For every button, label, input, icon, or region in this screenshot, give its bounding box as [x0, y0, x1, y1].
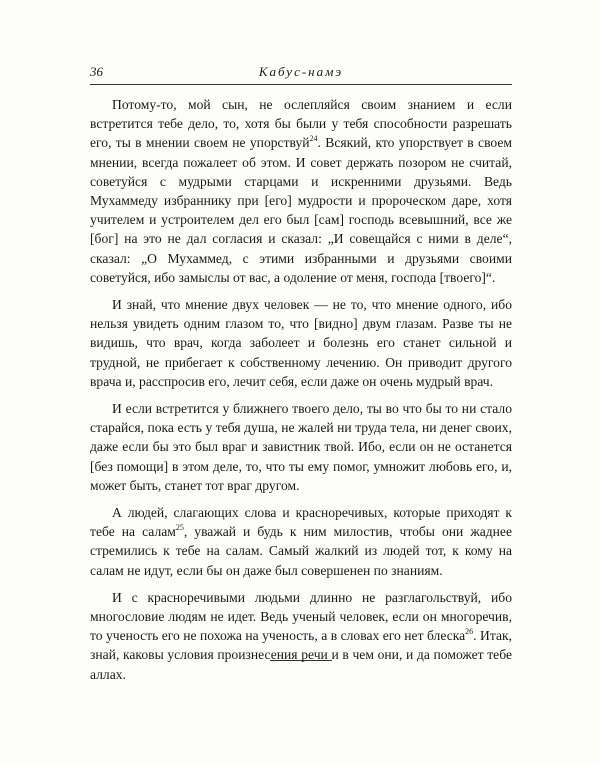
- section-end-rule: [270, 660, 332, 661]
- book-title: Кабус-намэ: [258, 64, 344, 79]
- paragraph-text-tail: , уважай и будь к ним милостив, чтобы они жаднее стремились к тебе на салам. Самый жалкий из людей тот, к кому на салам не идут, если бы он даже был совершенен по знаниям.: [90, 524, 512, 578]
- paragraph: [90, 95, 512, 287]
- running-head: [90, 64, 512, 82]
- header-rule: [90, 84, 512, 85]
- footnote-ref: 25: [175, 523, 184, 533]
- paragraph-text: И с красноречивыми людьми длинно не разглагольствуй, ибо многословие людям не идет. Ведь ученый человек, если он многоречив, то ученость его не похожа на ученость, а в словах его нет блеска: [90, 589, 512, 644]
- paragraph-text-tail: . Итак, знай, каковы условия произнесения речи и в чем они, и да поможет тебе аллах.: [90, 628, 512, 682]
- paragraph: [90, 399, 512, 495]
- paragraph: [90, 295, 512, 391]
- body-text: [90, 95, 512, 692]
- paragraph-text: Потому-то, мой сын, не ослепляйся своим знанием и если встретится тебе дело, то, хотя бы были у тебя способности разрешать его, ты в мнении своем не упорствуй: [90, 97, 512, 151]
- paragraph-text: А людей, слагающих слова и красноречивых, которые приходят к тебе на салам: [90, 505, 512, 540]
- paragraph-text: И если встретится у ближнего твоего дело, ты во что бы то ни стало старайся, пока есть у тебя душа, не жалей ни труда тела, ни денег своих, даже если бы это был враг и завистник твой. Ибо, если он не останется [без помощи] в этом деле, то, что ты ему помог, умножит любовь его, и, может быть, станет тот враг другом.: [90, 401, 512, 493]
- paragraph-text: И знай, что мнение двух человек — не то, что мнение одного, ибо нельзя увидеть одним глазом то, что [видно] двум глазам. Разве ты не видишь, что врач, когда заболеет и болезнь его станет сильной и трудной, не прибегает к собственному лечению. Он приводит другого врача и, расспросив его, лечит себя, если даже он очень мудрый врач.: [90, 297, 512, 389]
- footnote-ref: 24: [309, 134, 318, 144]
- paragraph: [90, 503, 512, 580]
- footnote-ref: 26: [465, 627, 474, 637]
- page-number: 36: [90, 64, 103, 79]
- paragraph: [90, 588, 512, 684]
- paragraph-text-tail: . Всякий, кто упорствует в своем мнении, всегда пожалеет об этом. И совет держать позором не считай, советуйся с мудрыми старцами и искренними друзьями. Ведь Мухаммеду избраннику при [его] мудрости и пророческом даре, хотя учителем и устроителем дел его был [сам] господь всевышний, все же [бог] на это не дал согласия и сказал: „И совещайся с ними в деле“, сказал: „О Мухаммед, с этими избранными и друзьями своими советуйся, ибо замыслы от вас, а одоление от меня, господа [твоего]“.: [90, 135, 512, 285]
